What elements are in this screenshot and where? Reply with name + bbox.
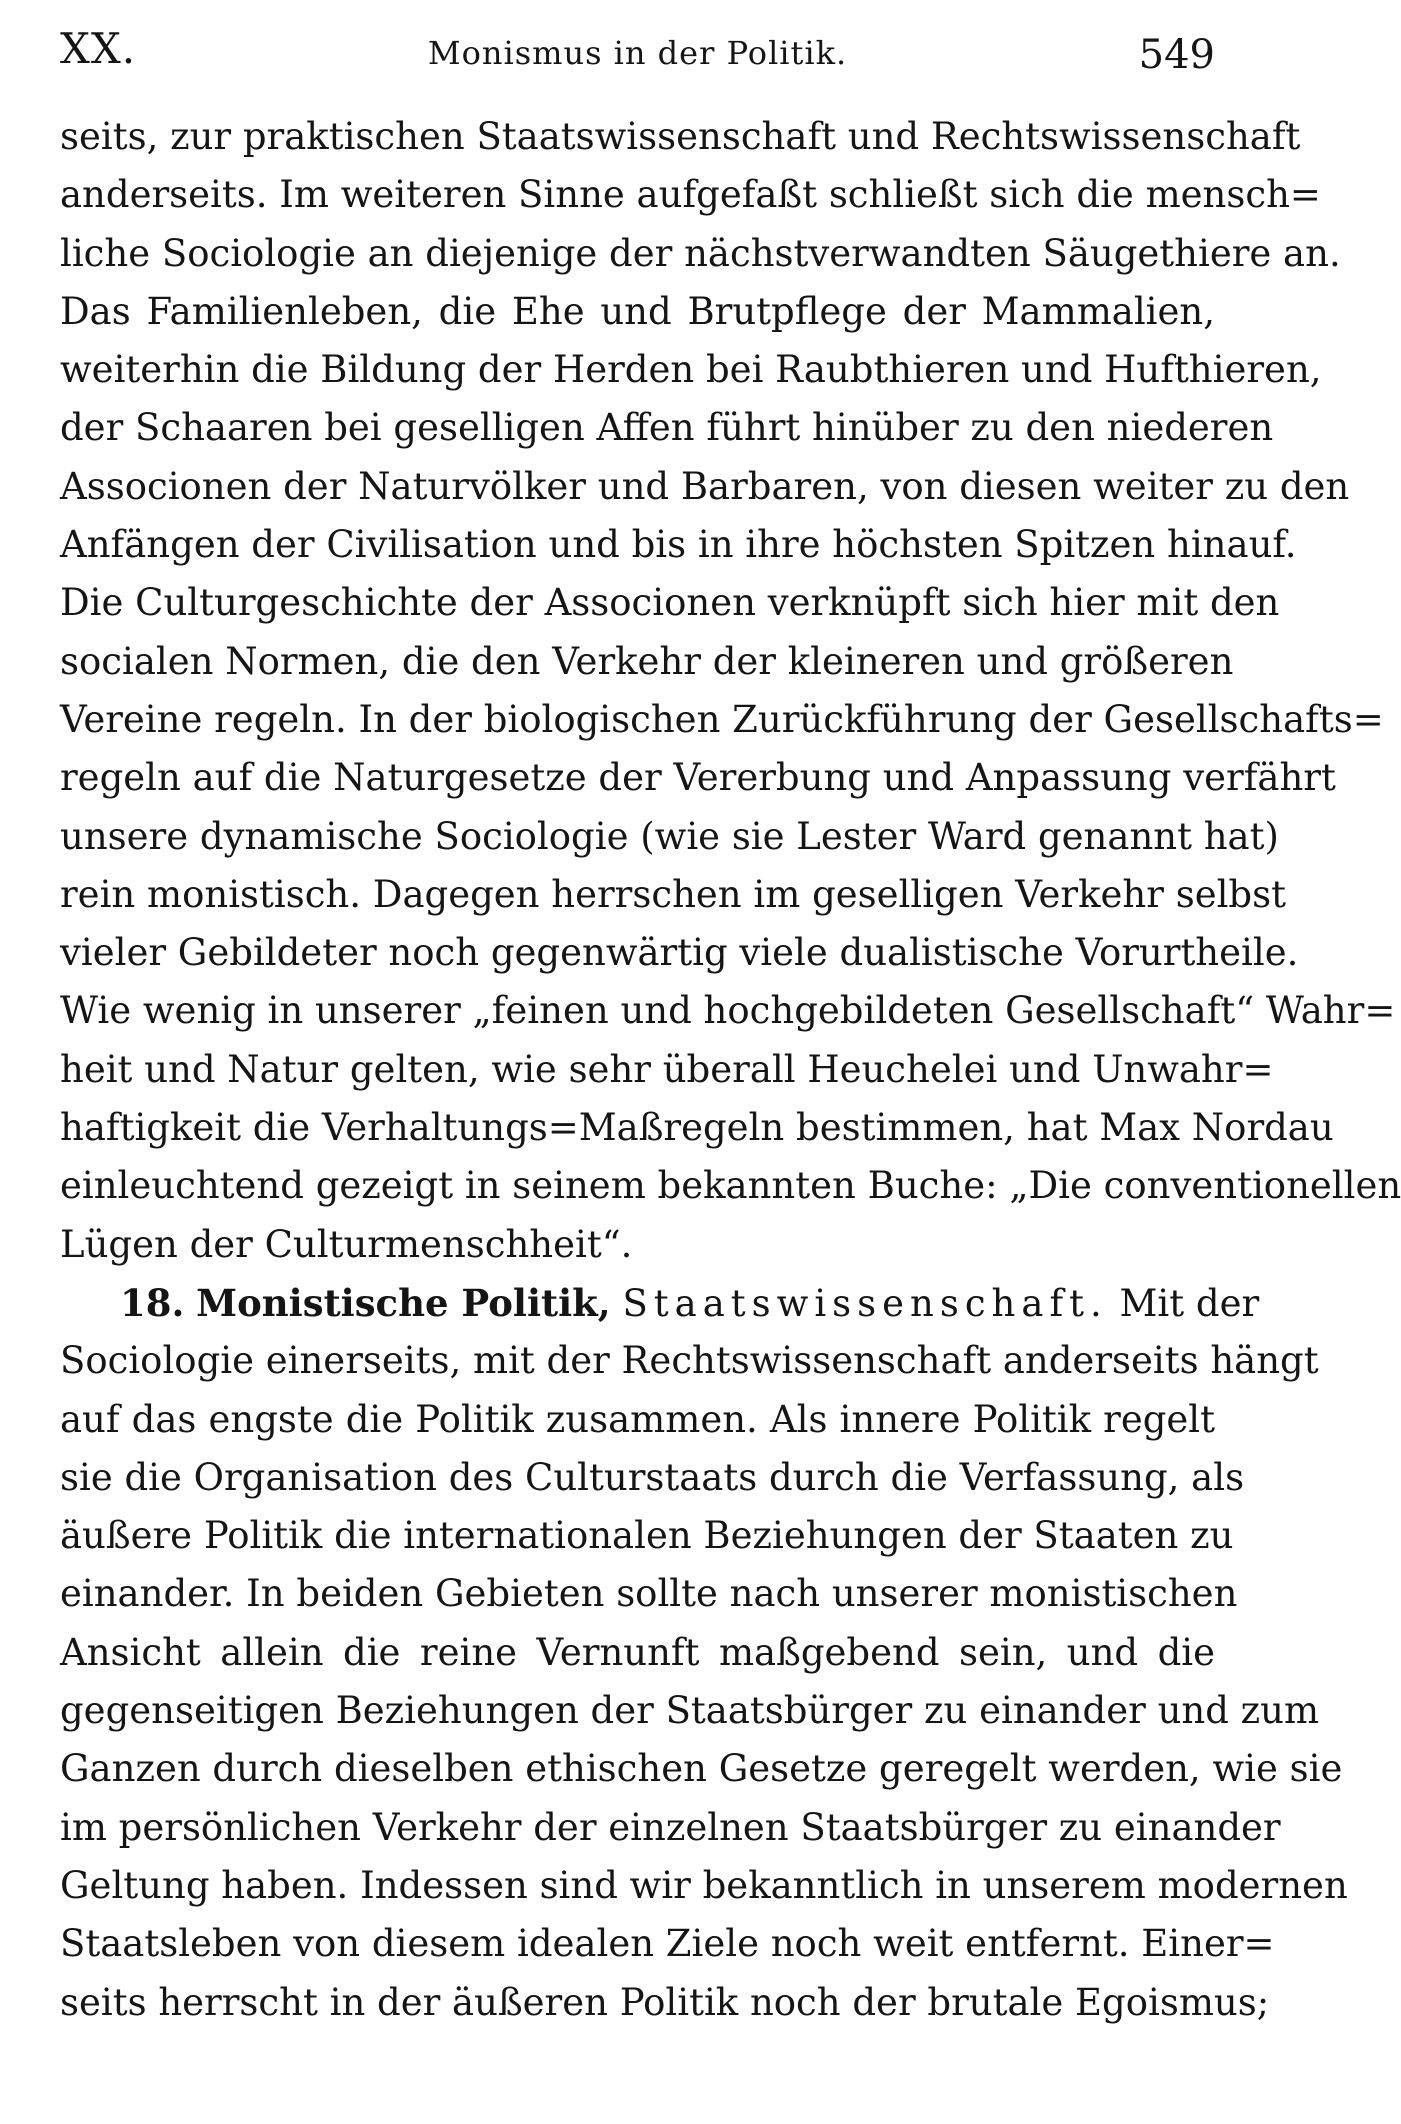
text-line: seits, zur praktischen Staatswissenschaft und Rechtswissenschaft	[60, 115, 1301, 158]
section-number: 18.	[120, 1280, 185, 1325]
section-heading-line	[60, 1274, 1260, 1332]
running-title: Monismus in der Politik.	[427, 34, 848, 72]
chapter-number: XX.	[60, 24, 137, 73]
text-line: anderseits. Im weiteren Sinne aufgefaßt schließt sich die mensch=	[60, 173, 1321, 217]
text-line: weiterhin die Bildung der Herden bei Raubthieren und Hufthieren,	[60, 348, 1322, 392]
text-line: liche Sociologie an diejenige der nächstverwandten Säugethiere an.	[60, 231, 1341, 275]
text-line: heit und Natur gelten, wie sehr überall Heuchelei und Unwahr=	[60, 1047, 1274, 1091]
text-line: einleuchtend gezeigt in seinem bekannten Buche: „Die conventionellen	[60, 1164, 1401, 1208]
text-line: Sociologie einerseits, mit der Rechtswissenschaft anderseits hängt	[60, 1339, 1319, 1383]
section-subtitle: Staatswissenschaft.	[622, 1281, 1108, 1325]
text-line: Ansicht allein die reine Vernunft maßgebend sein, und die	[60, 1630, 1215, 1674]
text-line: rein monistisch. Dagegen herrschen im geselligen Verkehr selbst	[60, 872, 1286, 916]
text-line: gegenseitigen Beziehungen der Staatsbürger zu einander und zum	[60, 1689, 1320, 1733]
section-title: Monistische Politik,	[196, 1280, 611, 1325]
text-line: vieler Gebildeter noch gegenwärtig viele dualistische Vorurtheile.	[60, 931, 1299, 975]
text-line: Das Familienleben, die Ehe und Brutpflege der Mammalien,	[60, 289, 1215, 333]
text-line: seits herrscht in der äußeren Politik noch der brutale Egoismus;	[60, 1980, 1270, 2024]
text-line: Wie wenig in unserer „feinen und hochgebildeten Gesellschaft“ Wahr=	[60, 989, 1396, 1033]
text-line: Staatsleben von diesem idealen Ziele noch weit entfernt. Einer=	[60, 1922, 1275, 1966]
section-line-rest: Mit der	[1119, 1281, 1260, 1325]
page-number: 549	[1138, 32, 1215, 78]
text-line: Associonen der Naturvölker und Barbaren, von diesen weiter zu den	[60, 464, 1350, 508]
text-line: im persönlichen Verkehr der einzelnen Staatsbürger zu einander	[60, 1805, 1281, 1849]
text-line: Lügen der Culturmenschheit“.	[60, 1222, 633, 1266]
text-line: socialen Normen, die den Verkehr der kleineren und größeren	[60, 639, 1234, 683]
text-line: unsere dynamische Sociologie (wie sie Lester Ward genannt hat)	[60, 814, 1279, 858]
text-line: äußere Politik die internationalen Beziehungen der Staaten zu	[60, 1514, 1234, 1558]
text-line: der Schaaren bei geselligen Affen führt hinüber zu den niederen	[60, 406, 1274, 450]
text-line: einander. In beiden Gebieten sollte nach unserer monistischen	[60, 1572, 1238, 1616]
text-line: haftigkeit die Verhaltungs=Maßregeln bestimmen, hat Max Nordau	[60, 1106, 1334, 1150]
text-line: Ganzen durch dieselben ethischen Gesetze geregelt werden, wie sie	[60, 1747, 1343, 1791]
text-line: Anfängen der Civilisation und bis in ihre höchsten Spitzen hinauf.	[60, 523, 1297, 567]
running-header	[60, 24, 1215, 94]
text-line: auf das engste die Politik zusammen. Als innere Politik regelt	[60, 1397, 1215, 1441]
body-text	[60, 108, 1401, 2032]
text-line: Die Culturgeschichte der Associonen verknüpft sich hier mit den	[60, 581, 1280, 625]
text-line: Vereine regeln. In der biologischen Zurückführung der Gesellschafts=	[60, 697, 1384, 741]
text-line: sie die Organisation des Culturstaats durch die Verfassung, als	[60, 1455, 1245, 1499]
text-line: regeln auf die Naturgesetze der Vererbung und Anpassung verfährt	[60, 756, 1336, 800]
text-line: Geltung haben. Indessen sind wir bekanntlich in unserem modernen	[60, 1863, 1348, 1907]
